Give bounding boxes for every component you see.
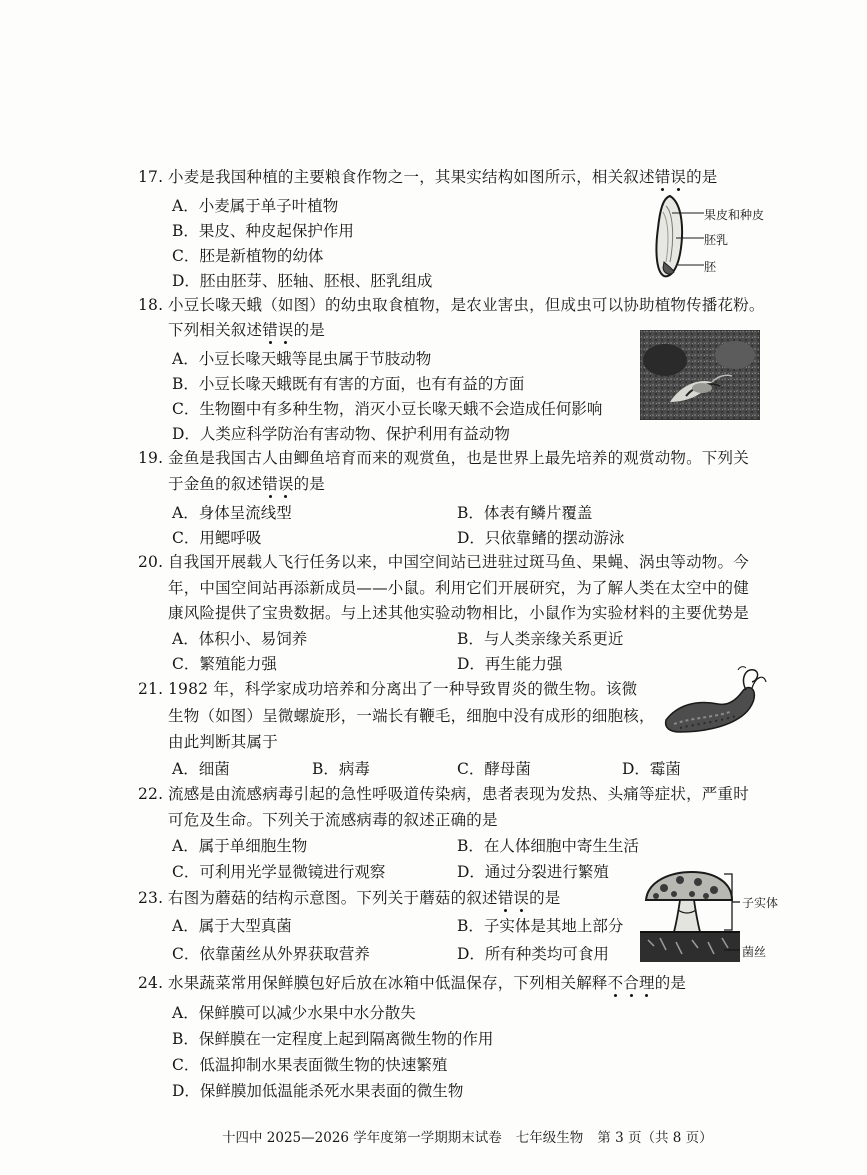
q24-option-b: B．保鲜膜在一定程度上起到隔离微生物的作用 [172, 1030, 494, 1048]
question-18-stem: 18. 小豆长喙天蛾（如图）的幼虫取食植物，是农业害虫，但成虫可以协助植物传播花粉。 [138, 296, 765, 314]
emphasis-mark [262, 475, 293, 493]
wheat-leader-lines [670, 205, 706, 275]
emphasized-char: 合 [623, 974, 640, 992]
emphasized-char: 理 [639, 974, 655, 992]
mushroom-bracket [722, 872, 744, 956]
label-hyphae: 菌丝 [742, 945, 767, 959]
q19-option-c: C．用鳃呼吸 [172, 529, 262, 547]
label-endosperm: 胚乳 [704, 233, 729, 247]
emphasis-mark [498, 889, 529, 907]
q20-option-c: C．繁殖能力强 [172, 655, 277, 673]
question-24-stem: 24. 水果蔬菜常用保鲜膜包好后放在冰箱中低温保存，下列相关解释不合理的是 [138, 974, 687, 992]
question-22-stem-2: 可危及生命。下列关于流感病毒的叙述正确的是 [168, 811, 498, 829]
question-18-stem-2: 下列相关叙述错误的是 [168, 321, 326, 339]
question-19-stem: 19. 金鱼是我国古人由鲫鱼培育而来的观赏鱼，也是世界上最先培养的观赏动物。下列关 [138, 449, 749, 467]
emphasized-char: 误 [670, 168, 687, 186]
q17-option-b: B．果皮、种皮起保护作用 [172, 222, 354, 240]
q21-option-b: B．病毒 [312, 760, 370, 778]
q20-option-d: D．再生能力强 [457, 655, 563, 673]
question-19-stem-2: 于金鱼的叙述错误的是 [168, 475, 326, 493]
q17-option-d: D．胚由胚芽、胚轴、胚根、胚乳组成 [172, 272, 433, 290]
emphasis-mark [608, 974, 655, 992]
q21-option-d: D．霉菌 [622, 760, 681, 778]
q23-option-c: C．依靠菌丝从外界获取营养 [172, 945, 370, 963]
q21-option-a: A．细菌 [172, 760, 230, 778]
emphasis-mark [655, 168, 686, 186]
q24-option-a: A．保鲜膜可以减少水果中水分散失 [172, 1004, 416, 1022]
page-footer [222, 1126, 727, 1146]
q18-option-a: A．小豆长喙天蛾等昆虫属于节肢动物 [172, 350, 432, 368]
question-21-stem-2: 生物（如图）呈微螺旋形，一端长有鞭毛，细胞中没有成形的细胞核， [168, 707, 655, 725]
emphasized-char: 错 [262, 475, 278, 493]
label-embryo: 胚 [704, 260, 717, 274]
emphasized-char: 误 [277, 321, 294, 339]
q19-option-d: D．只依靠鳍的摆动游泳 [457, 529, 625, 547]
q18-option-b: B．小豆长喙天蛾既有有害的方面，也有有益的方面 [172, 375, 525, 393]
q20-option-a: A．体积小、易饲养 [172, 630, 308, 648]
emphasized-char: 错 [497, 889, 514, 907]
hawk-moth-photo [640, 330, 760, 420]
emphasized-char: 错 [262, 321, 278, 339]
question-21-stem-3: 由此判断其属于 [168, 733, 278, 751]
question-20-stem: 20. 自我国开展载人飞行任务以来，中国空间站已进驻过斑马鱼、果蝇、涡虫等动物。今 [138, 553, 749, 571]
label-pericarp-seedcoat: 果皮和种皮 [704, 208, 765, 222]
q22-option-c: C．可利用光学显微镜进行观察 [172, 863, 386, 881]
q20-option-b: B．与人类亲缘关系更近 [457, 630, 624, 648]
q24-option-c: C．低温抑制水果表面微生物的快速繁殖 [172, 1056, 448, 1074]
q23-option-a: A．属于大型真菌 [172, 917, 292, 935]
emphasized-char: 不 [607, 974, 624, 992]
question-20-stem-3: 康风险提供了宝贵数据。与上述其他实验动物相比，小鼠作为实验材料的主要优势是 [168, 604, 749, 622]
q19-option-b: B．体表有鳞片覆盖 [457, 504, 593, 522]
footer-page-number: 第 3 页（共 8 页） [597, 1130, 713, 1146]
helical-bacterium-figure [660, 662, 770, 742]
q22-option-b: B．在人体细胞中寄生生活 [457, 837, 639, 855]
q17-option-a: A．小麦属于单子叶植物 [172, 197, 339, 215]
question-22-stem: 22. 流感是由流感病毒引起的急性呼吸道传染病，患者表现为发热、头痛等症状，严重时 [138, 785, 749, 803]
question-23-stem: 23. 右图为蘑菇的结构示意图。下列关于蘑菇的叙述错误的是 [138, 889, 561, 907]
q23-option-b: B．子实体是其地上部分 [457, 917, 624, 935]
question-17-stem: 17. 小麦是我国种植的主要粮食作物之一，其果实结构如图所示，相关叙述错误的是 [138, 168, 718, 186]
footer-school: 十四中 2025—2026 学年度第一学期期末试卷 [222, 1130, 502, 1146]
footer-subject: 七年级生物 [515, 1130, 584, 1146]
emphasized-char: 误 [277, 475, 294, 493]
q17-option-c: C．胚是新植物的幼体 [172, 247, 324, 265]
q21-option-c: C．酵母菌 [457, 760, 531, 778]
question-21-stem: 21. 1982 年，科学家成功培养和分离出了一种导致胃炎的微生物。该微 [138, 680, 638, 698]
q18-option-c: C．生物圈中有多种生物，消灭小豆长喙天蛾不会造成任何影响 [172, 400, 603, 418]
q19-option-a: A．身体呈流线型 [172, 504, 292, 522]
q22-option-d: D．通过分裂进行繁殖 [457, 863, 609, 881]
q18-option-d: D．人类应科学防治有害动物、保护利用有益动物 [172, 425, 510, 443]
question-20-stem-2: 年，中国空间站再添新成员——小鼠。利用它们开展研究，为了解人类在太空中的健 [168, 579, 749, 597]
label-fruiting-body: 子实体 [742, 896, 779, 910]
emphasized-char: 错 [654, 168, 671, 186]
q24-option-d: D．保鲜膜加低温能杀死水果表面的微生物 [172, 1082, 464, 1100]
emphasized-char: 误 [513, 889, 530, 907]
emphasis-mark [262, 321, 293, 339]
q23-option-d: D．所有种类均可食用 [457, 945, 609, 963]
q22-option-a: A．属于单细胞生物 [172, 837, 308, 855]
